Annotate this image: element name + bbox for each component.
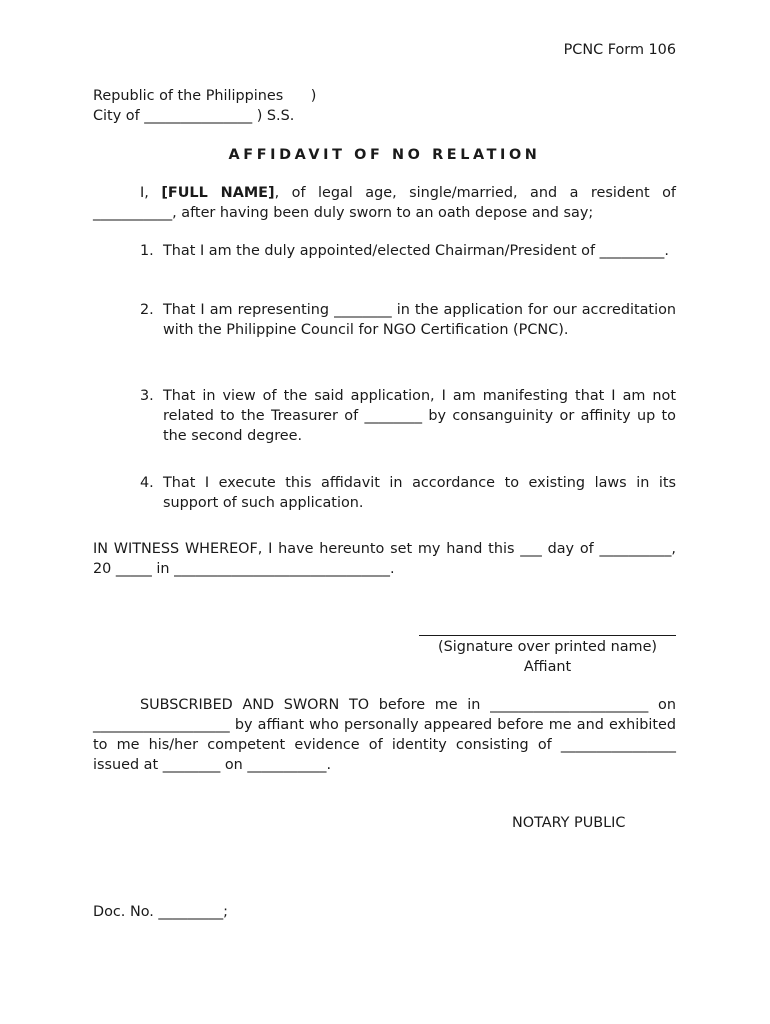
intro-prefix: I, [140,185,162,201]
document-title: AFFIDAVIT OF NO RELATION [228,147,541,163]
item-number: 4. [140,475,154,491]
subscribed-paragraph: SUBSCRIBED AND SWORN TO before me in ______________________ on ___________________ by affiant who personally appeared before me and exhibited to me his/her competent evidence of identity consisting of ________________ issued at ________ on ___________. [93,697,676,773]
item-text: That in view of the said application, I am manifesting that I am not related to the Treasurer of ________ by consanguinity or affinity up to the second degree. [163,388,676,444]
intro-paragraph [93,183,676,223]
signature-role: Affiant [523,659,572,675]
list-item [93,386,676,446]
signature-line [419,635,676,636]
item-text: That I execute this affidavit in accordance to existing laws in its support of such application. [163,475,676,511]
venue-block [93,86,316,126]
notary-public-label: NOTARY PUBLIC [512,815,626,831]
item-text: That I am representing ________ in the application for our accreditation with the Philippine Council for NGO Certification (PCNC). [163,302,676,338]
full-name-placeholder: [FULL NAME] [161,185,275,201]
list-item [93,473,676,513]
venue-city: City of _______________ ) S.S. [93,108,295,124]
list-item [93,241,676,261]
venue-country: Republic of the Philippines ) [93,88,317,104]
item-number: 3. [140,388,154,404]
witness-paragraph: IN WITNESS WHEREOF, I have hereunto set my hand this ___ day of __________, 20 _____ in ______________________________. [93,541,676,577]
list-item [93,300,676,340]
item-number: 2. [140,302,154,318]
intro-rest: , of legal age, single/married, and a resident of ___________, after having been duly sworn to an oath depose and say; [93,185,676,221]
doc-number: Doc. No. _________; [93,904,229,920]
item-text: That I am the duly appointed/elected Chairman/President of _________. [163,243,669,259]
signature-caption: (Signature over printed name) [437,639,658,655]
form-number: PCNC Form 106 [563,42,676,58]
item-number: 1. [140,243,154,259]
